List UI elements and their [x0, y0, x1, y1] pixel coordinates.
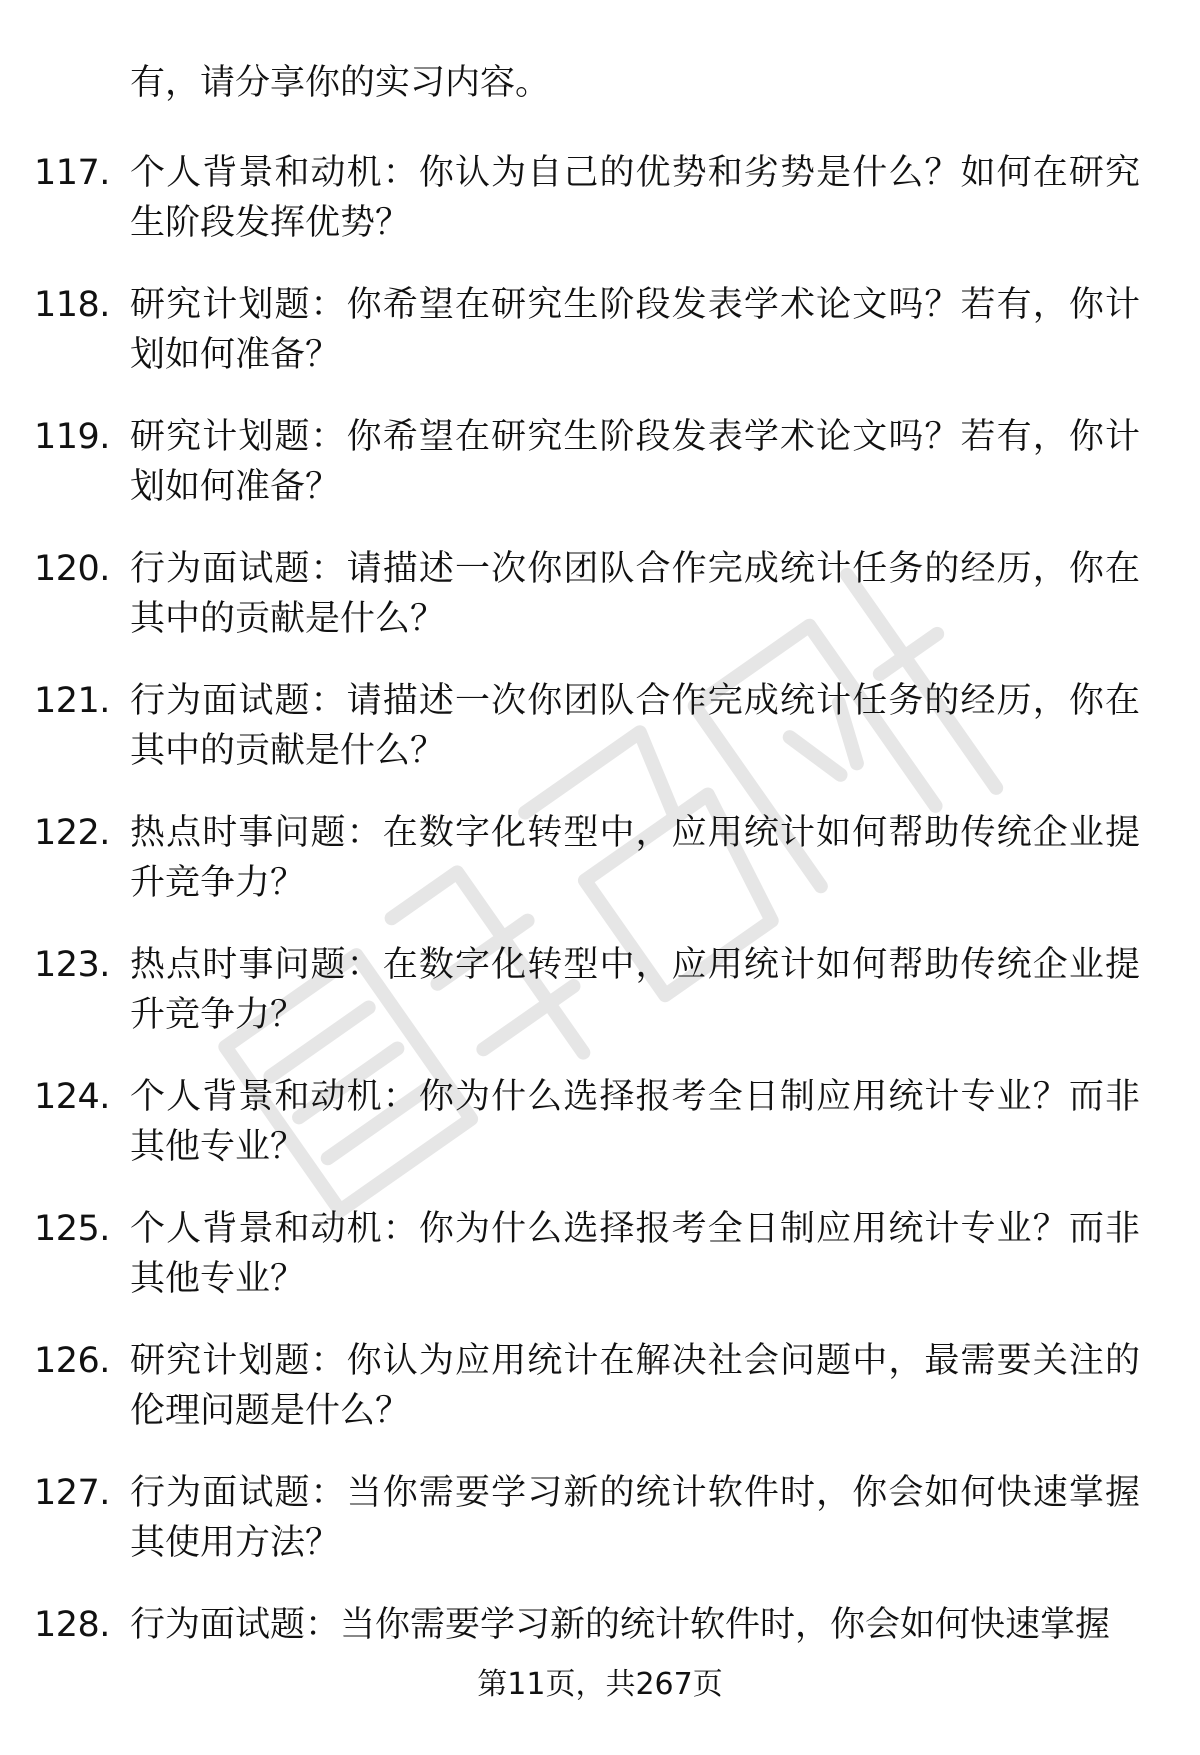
question-item — [0, 676, 1200, 808]
question-list — [0, 148, 1200, 1732]
question-text: 个人背景和动机：你为什么选择报考全日制应用统计专业？而非其他专业？ — [130, 1077, 1140, 1167]
question-number: 126. — [34, 1341, 110, 1381]
question-text: 研究计划题：你希望在研究生阶段发表学术论文吗？若有，你计划如何准备？ — [130, 417, 1140, 507]
question-number: 127. — [34, 1473, 110, 1513]
question-number: 118. — [34, 285, 110, 325]
question-number: 123. — [34, 945, 110, 985]
page-footer: 第11页，共267页 — [477, 1667, 723, 1702]
question-item — [0, 1072, 1200, 1204]
question-item — [0, 148, 1200, 280]
question-item — [0, 808, 1200, 940]
question-text: 行为面试题：当你需要学习新的统计软件时，你会如何快速掌握其使用方法？ — [130, 1473, 1140, 1563]
question-text: 研究计划题：你认为应用统计在解决社会问题中，最需要关注的伦理问题是什么？ — [130, 1341, 1140, 1431]
question-text: 个人背景和动机：你为什么选择报考全日制应用统计专业？而非其他专业？ — [130, 1209, 1140, 1299]
question-item — [0, 940, 1200, 1072]
question-item — [0, 412, 1200, 544]
question-item — [0, 280, 1200, 412]
question-item — [0, 1204, 1200, 1336]
question-item — [0, 544, 1200, 676]
question-text: 个人背景和动机：你认为自己的优势和劣势是什么？如何在研究生阶段发挥优势？ — [130, 153, 1140, 243]
question-number: 124. — [34, 1077, 110, 1117]
question-number: 117. — [34, 153, 110, 193]
question-number: 125. — [34, 1209, 110, 1249]
question-text: 热点时事问题：在数字化转型中，应用统计如何帮助传统企业提升竞争力？ — [130, 945, 1140, 1035]
question-item — [0, 1468, 1200, 1600]
question-number: 128. — [34, 1605, 110, 1645]
continuation-text: 有，请分享你的实习内容。 — [130, 63, 551, 103]
question-item — [0, 1336, 1200, 1468]
question-number: 120. — [34, 549, 110, 589]
question-number: 119. — [34, 417, 110, 457]
question-number: 121. — [34, 681, 110, 721]
question-number: 122. — [34, 813, 110, 853]
question-text: 研究计划题：你希望在研究生阶段发表学术论文吗？若有，你计划如何准备？ — [130, 285, 1140, 375]
question-text: 热点时事问题：在数字化转型中，应用统计如何帮助传统企业提升竞争力？ — [130, 813, 1140, 903]
question-text: 行为面试题：请描述一次你团队合作完成统计任务的经历，你在其中的贡献是什么？ — [130, 681, 1140, 771]
question-text: 行为面试题：请描述一次你团队合作完成统计任务的经历，你在其中的贡献是什么？ — [130, 549, 1140, 639]
question-text: 行为面试题：当你需要学习新的统计软件时，你会如何快速掌握 — [130, 1605, 1111, 1645]
